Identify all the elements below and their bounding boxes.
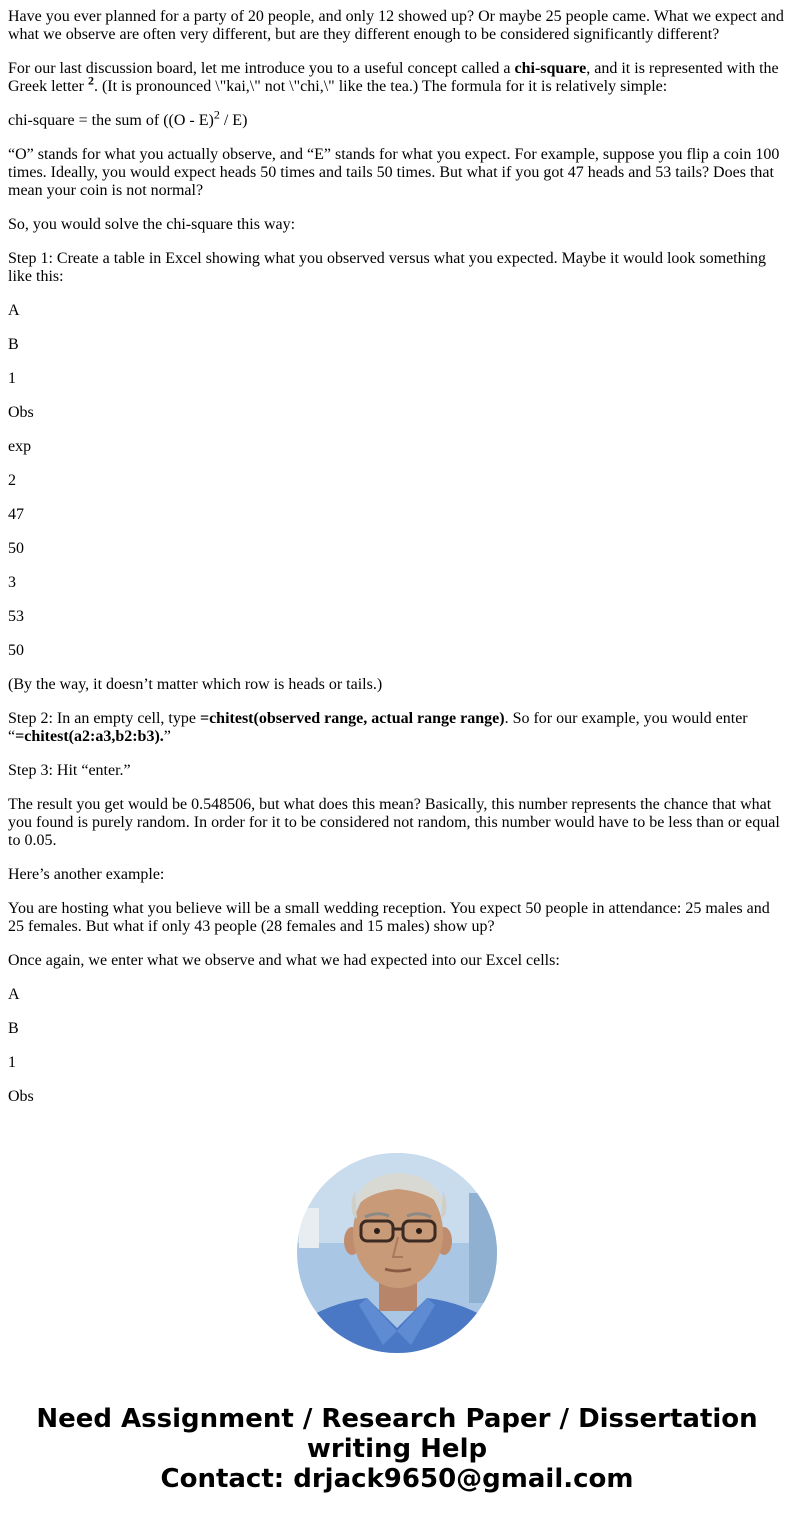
table-cell: exp [8, 438, 32, 455]
result-paragraph: The result you get would be 0.548506, but what does this mean? Basically, this number represents the chance that what you found is purely random. In order for it to be considered not random, this number would have to be less than or equal to 0.05. [8, 796, 780, 849]
step2-pre: Step 2: In an empty cell, type [8, 710, 200, 727]
table-cell: 50 [8, 540, 24, 557]
concept-pre: For our last discussion board, let me introduce you to a useful concept called a [8, 60, 515, 77]
concept-superscript: 2 [87, 73, 94, 88]
step2-mid: . So for our example, you would enter “ [8, 710, 748, 745]
concept-post: . (It is pronounced \"kai,\" not \"chi,\" like the tea.) The formula for it is relatively simple: [93, 78, 668, 95]
formula-superscript: 2 [213, 107, 220, 122]
solve-intro: So, you would solve the chi-square this way: [8, 216, 296, 233]
formula-paragraph [8, 107, 786, 130]
table-cell: 3 [8, 574, 16, 591]
step2-paragraph [8, 710, 786, 746]
explain-paragraph: “O” stands for what you actually observe, and “E” stands for what you expect. For example, suppose you flip a coin 100 times. Ideally, you would expect heads 50 times and tails 50 times. But what if you got 47 heads and 53 tails? Does that mean your coin is not normal? [8, 146, 780, 199]
step3-paragraph: Step 3: Hit “enter.” [8, 762, 131, 779]
table-cell: 47 [8, 506, 24, 523]
formula-pre: chi-square = the sum of ((O - E) [8, 112, 214, 129]
table2 [8, 986, 786, 1106]
intro-paragraph: Have you ever planned for a party of 20 people, and only 12 showed up? Or maybe 25 people came. What we expect and what we observe are often very different, but are they different enough to be considered significantly different? [8, 8, 784, 43]
avatar-photo [297, 1153, 497, 1353]
table-cell: Obs [8, 1088, 34, 1105]
table-cell: 53 [8, 608, 24, 625]
promo-line-2: writing Help [306, 1434, 488, 1464]
table-cell: 50 [8, 642, 24, 659]
table-cell: A [8, 302, 20, 319]
promo-contact: Contact: drjack9650@gmail.com [160, 1464, 634, 1494]
wedding-paragraph: You are hosting what you believe will be a small wedding reception. You expect 50 people in attendance: 25 males and 25 females. But what if only 43 people (28 females and 15 males) show up? [8, 900, 770, 935]
step1-paragraph: Step 1: Create a table in Excel showing what you observed versus what you expected. Maybe it would look something like this: [8, 250, 767, 285]
table-cell: 1 [8, 370, 16, 387]
table-cell: Obs [8, 404, 34, 421]
table-cell: 2 [8, 472, 16, 489]
concept-mid: , and it is represented with the Greek letter [8, 60, 779, 95]
promo-line-1: Need Assignment / Research Paper / Dissertation [36, 1404, 758, 1434]
avatar [297, 1153, 497, 1353]
note-paragraph: (By the way, it doesn’t matter which row is heads or tails.) [8, 676, 383, 693]
formula-post: / E) [219, 112, 248, 129]
table1 [8, 302, 786, 660]
once-again-paragraph: Once again, we enter what we observe and what we had expected into our Excel cells: [8, 952, 560, 969]
concept-term: chi-square [514, 60, 587, 77]
step2-bold: =chitest(observed range, actual range range) [199, 710, 505, 727]
concept-paragraph [8, 60, 786, 96]
another-paragraph: Here’s another example: [8, 866, 165, 883]
table-cell: 1 [8, 1054, 16, 1071]
step2-formula: =chitest(a2:a3,b2:b3). [15, 728, 164, 745]
table-cell: A [8, 986, 20, 1003]
table-cell: B [8, 1020, 19, 1037]
promo-banner [0, 1404, 794, 1494]
table-cell: B [8, 336, 19, 353]
step2-post: ” [163, 728, 171, 745]
